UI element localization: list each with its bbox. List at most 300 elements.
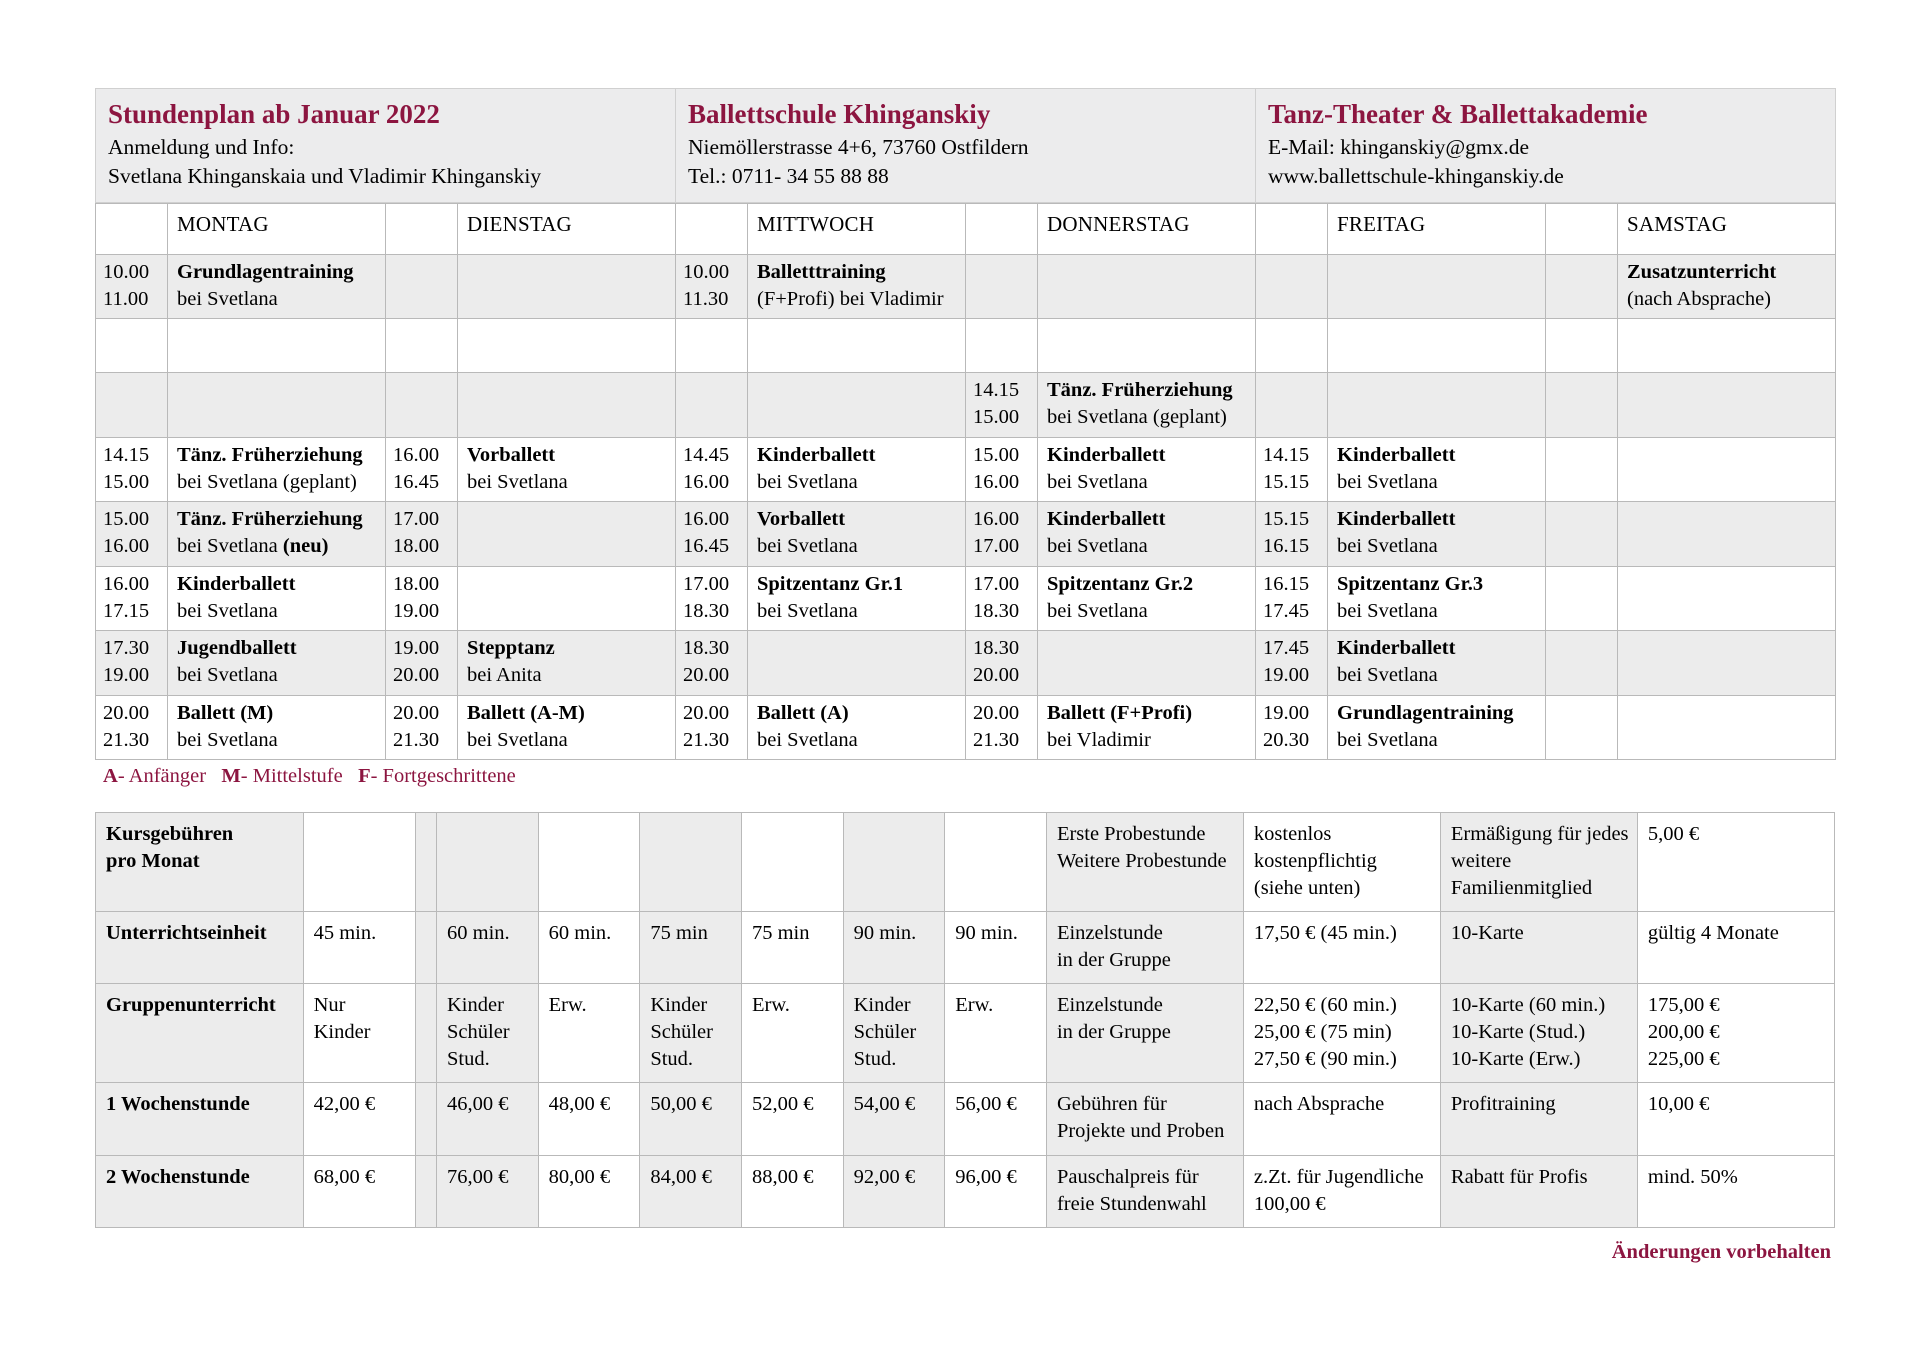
fee-text-line: 46,00 € [447, 1093, 509, 1116]
class-teacher: bei Svetlana [1337, 599, 1438, 622]
school-email[interactable]: E-Mail: khinganskiy@gmx.de [1268, 134, 1530, 159]
fee-spacer-cell [415, 813, 436, 912]
class-start-time: 20.00 [973, 701, 1020, 724]
fee-text-line: Kinder [650, 994, 708, 1017]
fee-text-line: 60 min. [447, 922, 510, 945]
fee-value-cell [945, 1083, 1047, 1155]
day-label: MONTAG [177, 211, 269, 236]
class-time-cell [386, 373, 458, 438]
class-end-time: 16.45 [683, 535, 730, 558]
class-start-time: 14.15 [103, 443, 150, 466]
class-name: Kinderballett [1337, 443, 1456, 466]
class-time-cell [96, 319, 168, 373]
class-time-cell [1256, 437, 1328, 502]
weekly-schedule-table [95, 203, 1836, 761]
fee-text-line: Familienmitglied [1450, 877, 1593, 900]
class-time-cell [386, 254, 458, 319]
class-time-cell [96, 437, 168, 502]
class-name: Tänz. Früherziehung [177, 443, 363, 466]
class-info-cell [168, 695, 386, 760]
day-label: DIENSTAG [467, 211, 572, 236]
class-teacher: bei Svetlana [1047, 599, 1148, 622]
fee-text-line: 45 min. [313, 922, 377, 945]
fee-value-cell [303, 813, 415, 912]
class-info-cell [748, 502, 966, 567]
fee-text-line: nach Absprache [1253, 1093, 1385, 1116]
class-end-time: 20.00 [683, 664, 730, 687]
class-info-cell [748, 319, 966, 373]
class-name: Spitzentanz Gr.1 [757, 572, 904, 595]
class-start-time: 14.15 [973, 379, 1020, 402]
fee-text-line: Kursgebühren [106, 823, 234, 846]
class-time-cell [966, 319, 1038, 373]
fee-text-line: 68,00 € [313, 1165, 376, 1188]
class-end-time: 11.00 [103, 287, 149, 310]
level-legend [103, 765, 1835, 788]
fee-value-cell [640, 912, 742, 984]
day-header-dienstag [458, 203, 676, 254]
class-time-cell [966, 502, 1038, 567]
page-title: Stundenplan ab Januar 2022 [108, 99, 440, 129]
class-info-cell [1328, 319, 1546, 373]
school-phone: Tel.: 0711- 34 55 88 88 [688, 163, 889, 188]
fee-value-cell [741, 984, 843, 1083]
header-col-schedule-info [96, 89, 676, 203]
class-name: Ballett (F+Profi) [1047, 701, 1193, 724]
class-info-cell [1618, 437, 1836, 502]
fee-text-line: Rabatt für Profis [1450, 1165, 1588, 1188]
class-teacher: bei Svetlana [177, 664, 278, 687]
class-name: Grundlagentraining [1337, 701, 1514, 724]
class-time-cell [1256, 566, 1328, 631]
legend-text-f: - Fortgeschrittene [370, 765, 516, 788]
class-time-cell [1256, 373, 1328, 438]
fee-value-cell [843, 813, 945, 912]
fee-text-line: 175,00 € [1647, 994, 1720, 1017]
class-teacher: bei Svetlana [757, 599, 858, 622]
class-start-time: 20.00 [393, 701, 440, 724]
header-col-school [676, 89, 1256, 203]
class-info-cell [1618, 502, 1836, 567]
legend-text-m: - Mittelstufe [240, 765, 343, 788]
class-time-cell [676, 631, 748, 696]
fee-text-line: 88,00 € [751, 1165, 814, 1188]
class-time-cell [676, 695, 748, 760]
class-end-time: 18.30 [683, 599, 730, 622]
class-time-cell [386, 437, 458, 502]
class-end-time: 16.45 [393, 470, 440, 493]
class-teacher: bei Svetlana [757, 470, 858, 493]
fee-value-cell [945, 912, 1047, 984]
fee-text-line: gültig 4 Monate [1647, 922, 1779, 945]
class-info-cell [1328, 502, 1546, 567]
fee-text-line: 48,00 € [548, 1093, 611, 1116]
class-time-cell [96, 373, 168, 438]
class-start-time: 18.00 [393, 572, 440, 595]
header-col-academy [1256, 89, 1836, 203]
day-label: SAMSTAG [1627, 211, 1728, 236]
class-teacher: bei Svetlana [177, 287, 278, 310]
schedule-row [96, 502, 1836, 567]
fee-text-line: Stud. [447, 1048, 490, 1071]
class-end-time: 17.00 [973, 535, 1020, 558]
class-time-cell [386, 502, 458, 567]
class-time-cell [1256, 319, 1328, 373]
class-start-time: 14.45 [683, 443, 730, 466]
class-info-cell [458, 437, 676, 502]
class-time-cell [386, 319, 458, 373]
schedule-row [96, 254, 1836, 319]
fee-text-line: in der Gruppe [1056, 949, 1171, 972]
fee-text-line: Nur [313, 994, 346, 1017]
school-website[interactable]: www.ballettschule-khinganskiy.de [1268, 163, 1564, 188]
fee-value-cell [741, 912, 843, 984]
schedule-row [96, 319, 1836, 373]
schedule-row [96, 695, 1836, 760]
schedule-row [96, 631, 1836, 696]
legend-key-a: A [103, 765, 118, 788]
fee-text-line: 225,00 € [1647, 1048, 1720, 1071]
class-time-cell [1546, 319, 1618, 373]
fee-text-line: weitere [1450, 850, 1512, 873]
fee-text-line: Schüler [650, 1021, 713, 1044]
day-label: FREITAG [1337, 211, 1426, 236]
class-teacher: bei Svetlana (neu) [177, 535, 329, 558]
fee-value-cell [303, 1155, 415, 1227]
fee-row [96, 813, 1835, 912]
fee-text-line: Gebühren für [1056, 1093, 1167, 1116]
class-end-time: 21.30 [103, 728, 150, 751]
fee-value-cell [843, 984, 945, 1083]
fee-text-line: kostenlos [1253, 823, 1332, 846]
class-end-time: 20.30 [1263, 728, 1310, 751]
fee-text-line: z.Zt. für Jugendliche [1253, 1165, 1424, 1188]
class-info-cell [748, 373, 966, 438]
fee-value-cell [945, 813, 1047, 912]
class-start-time: 16.00 [683, 508, 730, 531]
fee-text-line: Einzelstunde [1056, 922, 1163, 945]
class-info-cell [458, 254, 676, 319]
fee-value-cell [640, 984, 742, 1083]
class-end-time: 19.00 [1263, 664, 1310, 687]
fee-text-line: pro Monat [106, 850, 200, 873]
class-info-cell [1618, 254, 1836, 319]
class-end-time: 21.30 [973, 728, 1020, 751]
class-teacher: bei Svetlana [1337, 535, 1438, 558]
class-start-time: 16.15 [1263, 572, 1310, 595]
class-start-time: 17.45 [1263, 637, 1310, 660]
class-teacher: bei Svetlana [1047, 535, 1148, 558]
class-start-time: 16.00 [393, 443, 440, 466]
class-info-cell [1328, 695, 1546, 760]
fee-text-line: Schüler [447, 1021, 510, 1044]
fee-text-line: mind. 50% [1647, 1165, 1738, 1188]
fee-value-cell [538, 1083, 640, 1155]
class-name: Kinderballett [1047, 443, 1166, 466]
class-name: Ballett (M) [177, 701, 274, 724]
class-teacher: bei Svetlana [1337, 470, 1438, 493]
fee-text-line: freie Stundenwahl [1056, 1192, 1207, 1215]
class-name: Grundlagentraining [177, 260, 354, 283]
fee-text-line: 10-Karte (Stud.) [1450, 1021, 1586, 1044]
registration-label: Anmeldung und Info: [108, 134, 295, 159]
class-teacher: bei Svetlana (geplant) [1047, 406, 1227, 429]
fee-value-cell [437, 1155, 539, 1227]
schedule-time-header-cell [676, 203, 748, 254]
class-start-time: 15.15 [1263, 508, 1310, 531]
class-time-cell [1256, 254, 1328, 319]
fee-detail-value [1243, 1155, 1440, 1227]
fee-value-cell [843, 912, 945, 984]
fee-row-label [96, 813, 304, 912]
class-name: Stepptanz [467, 637, 555, 660]
class-time-cell [1546, 254, 1618, 319]
class-info-cell [1618, 319, 1836, 373]
class-name: Ballett (A-M) [467, 701, 585, 724]
fee-text-line [854, 821, 936, 848]
class-info-cell [458, 695, 676, 760]
class-info-cell [168, 566, 386, 631]
class-time-cell [966, 695, 1038, 760]
class-info-cell [168, 373, 386, 438]
day-header-donnerstag [1038, 203, 1256, 254]
class-info-cell [748, 254, 966, 319]
class-info-cell [1038, 319, 1256, 373]
class-info-cell [1038, 437, 1256, 502]
class-info-cell [168, 437, 386, 502]
class-time-cell [676, 373, 748, 438]
fee-text-line: 50,00 € [650, 1093, 712, 1116]
schedule-time-header-cell [1546, 203, 1618, 254]
fee-detail-label [1046, 984, 1243, 1083]
fee-detail-value [1243, 984, 1440, 1083]
fee-text-line: 1 Wochenstunde [106, 1093, 250, 1116]
schedule-time-header-cell [1256, 203, 1328, 254]
class-info-cell [1328, 254, 1546, 319]
class-start-time: 16.00 [103, 572, 150, 595]
class-time-cell [1546, 695, 1618, 760]
class-end-time: 15.00 [103, 470, 150, 493]
class-info-cell [748, 437, 966, 502]
class-time-cell [1256, 695, 1328, 760]
day-label: MITTWOCH [757, 211, 875, 236]
class-time-cell [96, 254, 168, 319]
teacher-names: Svetlana Khinganskaia und Vladimir Khinganskiy [108, 163, 542, 188]
class-time-cell [966, 437, 1038, 502]
class-start-time: 17.00 [973, 572, 1020, 595]
class-info-cell [1328, 566, 1546, 631]
fee-row-label [96, 984, 304, 1083]
class-time-cell [966, 566, 1038, 631]
schedule-row [96, 437, 1836, 502]
fee-text-line: Gruppenunterricht [106, 994, 276, 1017]
header-band [95, 88, 1836, 203]
class-time-cell [96, 566, 168, 631]
fee-text-line: Einzelstunde [1056, 994, 1163, 1017]
class-end-time: 15.00 [973, 406, 1020, 429]
class-start-time: 19.00 [1263, 701, 1310, 724]
fee-text-line [752, 821, 834, 848]
fee-row-label [96, 1155, 304, 1227]
fee-value-cell [437, 984, 539, 1083]
fee-text-line: 75 min [650, 922, 708, 945]
fee-text-line: 100,00 € [1253, 1192, 1326, 1215]
fee-text-line: Erste Probestunde [1056, 823, 1206, 846]
fee-value-cell [303, 984, 415, 1083]
fee-value-cell [538, 912, 640, 984]
fee-text-line: Stud. [650, 1048, 694, 1071]
class-info-cell [1618, 373, 1836, 438]
fee-text-line: 5,00 € [1647, 823, 1700, 846]
class-name: Tänz. Früherziehung [1047, 379, 1233, 402]
fee-detail-value [1243, 1083, 1440, 1155]
fee-value-cell [741, 1083, 843, 1155]
fee-value-cell [437, 813, 539, 912]
class-info-cell [1328, 437, 1546, 502]
class-info-cell [1038, 631, 1256, 696]
class-info-cell [748, 695, 966, 760]
fee-text-line [955, 821, 1037, 848]
schedule-time-header-cell [386, 203, 458, 254]
fee-value-cell [303, 912, 415, 984]
fee-text-line: Kinder [447, 994, 504, 1017]
class-info-cell [1618, 695, 1836, 760]
fee-discount-label [1440, 1155, 1637, 1227]
fee-value-cell [945, 1155, 1047, 1227]
class-info-cell [168, 254, 386, 319]
class-name: Ballett (A) [757, 701, 849, 724]
fee-value-cell [640, 813, 742, 912]
class-end-time: 17.15 [103, 599, 150, 622]
fee-value-cell [640, 1083, 742, 1155]
legend-key-f: F [358, 765, 371, 788]
class-start-time: 14.15 [1263, 443, 1310, 466]
fee-text-line: Erw. [955, 994, 994, 1017]
class-end-time: 15.15 [1263, 470, 1310, 493]
fee-text-line: Erw. [548, 994, 587, 1017]
class-name: Jugendballett [177, 637, 297, 660]
fee-discount-value [1637, 1155, 1834, 1227]
class-teacher: bei Svetlana [177, 728, 278, 751]
class-time-cell [1546, 437, 1618, 502]
fee-discount-label [1440, 984, 1637, 1083]
fee-text-line: 10,00 € [1647, 1093, 1710, 1116]
fee-value-cell [437, 1083, 539, 1155]
fee-text-line: 76,00 € [447, 1165, 509, 1188]
class-name: Zusatzunterricht [1627, 260, 1777, 283]
fee-text-line: 60 min. [548, 922, 612, 945]
class-start-time: 17.00 [683, 572, 730, 595]
fee-text-line: in der Gruppe [1056, 1021, 1171, 1044]
fee-text-line: 42,00 € [313, 1093, 376, 1116]
fee-text-line: 54,00 € [853, 1093, 916, 1116]
fee-row [96, 1083, 1835, 1155]
class-end-time: 16.00 [973, 470, 1020, 493]
fee-text-line: kostenpflichtig [1253, 850, 1377, 873]
class-end-time: 11.30 [683, 287, 729, 310]
class-start-time: 17.30 [103, 637, 150, 660]
day-label: DONNERSTAG [1047, 211, 1190, 236]
fee-value-cell [843, 1155, 945, 1227]
fee-text-line: 25,00 € (75 min) [1253, 1021, 1392, 1044]
class-teacher: bei Anita [467, 664, 542, 687]
class-start-time: 10.00 [683, 260, 730, 283]
day-header-mittwoch [748, 203, 966, 254]
course-fees-table [95, 812, 1835, 1228]
fee-text-line: 2 Wochenstunde [106, 1165, 250, 1188]
fee-detail-label [1046, 1155, 1243, 1227]
class-end-time: 21.30 [683, 728, 730, 751]
fee-value-cell [538, 984, 640, 1083]
class-start-time: 15.00 [103, 508, 150, 531]
changes-reserved-note: Änderungen vorbehalten [1611, 1240, 1831, 1263]
class-teacher: bei Svetlana [1047, 470, 1148, 493]
fee-text-line: 10-Karte (60 min.) [1450, 994, 1606, 1017]
fee-discount-label [1440, 1083, 1637, 1155]
class-name: Kinderballett [177, 572, 296, 595]
fee-spacer-cell [415, 984, 436, 1083]
fee-spacer-cell [415, 912, 436, 984]
fee-discount-label [1440, 912, 1637, 984]
class-end-time: 16.00 [683, 470, 730, 493]
class-time-cell [1546, 373, 1618, 438]
class-end-time: 19.00 [393, 599, 440, 622]
class-teacher: (nach Absprache) [1627, 287, 1772, 310]
class-info-cell [1618, 631, 1836, 696]
class-start-time: 17.00 [393, 508, 440, 531]
class-time-cell [386, 631, 458, 696]
fee-text-line [447, 821, 529, 848]
class-teacher: bei Svetlana (geplant) [177, 470, 357, 493]
class-teacher: bei Svetlana [1337, 728, 1438, 751]
class-time-cell [1546, 502, 1618, 567]
class-info-cell [1038, 373, 1256, 438]
class-name: Kinderballett [757, 443, 876, 466]
class-name: Spitzentanz Gr.3 [1337, 572, 1484, 595]
fee-text-line: Kinder [853, 994, 911, 1017]
class-info-cell [748, 631, 966, 696]
class-info-cell [458, 566, 676, 631]
fee-text-line: 90 min. [955, 922, 1018, 945]
class-time-cell [1546, 566, 1618, 631]
fee-text-line: 84,00 € [650, 1165, 712, 1188]
class-info-cell [458, 631, 676, 696]
fee-text-line: Ermäßigung für jedes [1450, 823, 1629, 846]
class-end-time: 20.00 [973, 664, 1020, 687]
legend-text-a: - Anfänger [117, 765, 207, 788]
class-name: Balletttraining [757, 260, 886, 283]
class-info-cell [1038, 254, 1256, 319]
fee-value-cell [843, 1083, 945, 1155]
class-name: Vorballett [467, 443, 556, 466]
class-time-cell [676, 437, 748, 502]
class-start-time: 16.00 [973, 508, 1020, 531]
class-time-cell [386, 566, 458, 631]
class-info-cell [1618, 566, 1836, 631]
academy-name: Tanz-Theater & Ballettakademie [1268, 99, 1648, 129]
fee-text-line: Profitraining [1450, 1093, 1556, 1116]
schedule-row [96, 566, 1836, 631]
fee-text-line: 90 min. [853, 922, 917, 945]
fee-row [96, 1155, 1835, 1227]
school-address: Niemöllerstrasse 4+6, 73760 Ostfildern [688, 134, 1029, 159]
fee-row-label [96, 912, 304, 984]
fee-text-line: 52,00 € [751, 1093, 814, 1116]
fee-text-line: 200,00 € [1647, 1021, 1720, 1044]
fee-text-line: Weitere Probestunde [1056, 850, 1227, 873]
class-teacher: bei Svetlana [757, 728, 858, 751]
class-name: Kinderballett [1337, 637, 1456, 660]
